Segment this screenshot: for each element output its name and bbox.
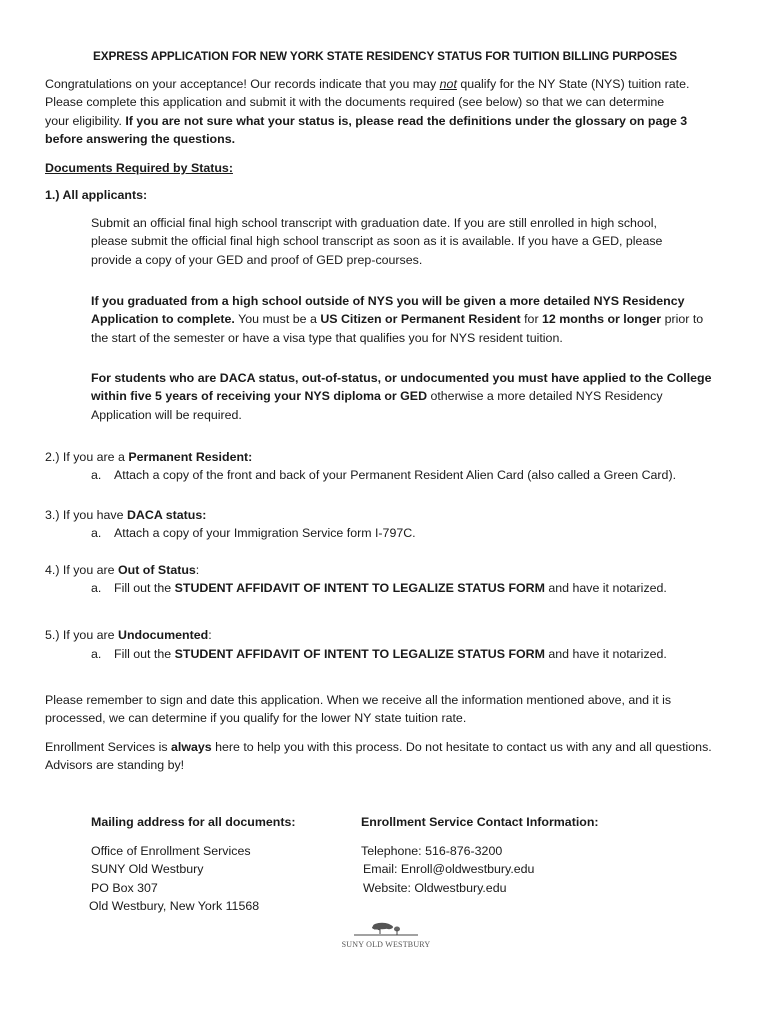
section-1-heading: 1.) All applicants:	[45, 188, 148, 202]
section-3-heading: 3.) If you have DACA status:	[45, 508, 207, 522]
section-1-daca-paragraph: For students who are DACA status, out-of-status, or undocumented you must have applied to the College within five 5 years of receiving your NYS diploma or GED otherwise a more detailed NYS Residency Application will be required.	[91, 371, 712, 422]
intro-line-3: your eligibility. If you are not sure what your status is, please read the definitions under the glossary on page 3	[45, 113, 688, 128]
website-link[interactable]: Website: Oldwestbury.edu	[363, 880, 507, 895]
section-4-item-a: a. Fill out the STUDENT AFFIDAVIT OF INTENT TO LEGALIZE STATUS FORM and have it notarized.	[91, 581, 667, 595]
intro-line-4: before answering the questions.	[45, 132, 236, 147]
not-emphasis: not	[439, 77, 457, 91]
section-1-outside-nys-paragraph: If you graduated from a high school outside of NYS you will be given a more detailed NYS Residency Application to complete. You must be a US Citizen or Permanent Resident for 12 months or longer prior to the start of the semester or have a visa type that qualifies you for NYS resident tuition.	[91, 294, 704, 345]
contact-info-heading: Enrollment Service Contact Information:	[361, 815, 599, 829]
logo-wordmark: SUNY OLD WESTBURY	[341, 940, 431, 949]
email-link[interactable]: Email: Enroll@oldwestbury.edu	[363, 862, 535, 877]
intro-line-2: Please complete this application and submit it with the documents required (see below) so that we can determine	[45, 95, 665, 110]
section-5-item-a: a. Fill out the STUDENT AFFIDAVIT OF INTENT TO LEGALIZE STATUS FORM and have it notarized.	[91, 647, 667, 661]
section-2-heading: 2.) If you are a Permanent Resident:	[45, 450, 253, 464]
telephone: Telephone: 516-876-3200	[361, 844, 503, 858]
mailing-address-block: Office of Enrollment Services SUNY Old Westbury PO Box 307 Old Westbury, New York 11568	[89, 844, 260, 914]
remember-paragraph: Please remember to sign and date this application. When we receive all the information mentioned above, and it is processed, we can determine if you qualify for the lower NY state tuition rate.	[45, 693, 672, 726]
section-4-heading: 4.) If you are Out of Status:	[45, 563, 200, 577]
enrollment-paragraph: Enrollment Services is always here to help you with this process. Do not hesitate to contact us with any and all questions. Advisors are standing by!	[45, 740, 712, 773]
contact-info-block	[361, 842, 681, 897]
intro-paragraph	[45, 75, 735, 149]
section-5-heading: 5.) If you are Undocumented:	[45, 628, 212, 642]
documents-heading: Documents Required by Status:	[45, 161, 233, 175]
section-1-transcript-paragraph: Submit an official final high school transcript with graduation date. If you are still enrolled in high school, please submit the official final high school transcript as soon as it is available. If you have a GED, please provide a copy of your GED and proof of GED prep-courses.	[91, 216, 663, 267]
section-3-item-a: a. Attach a copy of your Immigration Service form I-797C.	[91, 526, 416, 540]
intro-line-1: Congratulations on your acceptance! Our records indicate that you may not qualify for the NY State (NYS) tuition rate.	[45, 77, 690, 91]
section-2-item-a: a. Attach a copy of the front and back of your Permanent Resident Alien Card (also called a Green Card).	[91, 468, 677, 482]
mailing-address-heading: Mailing address for all documents:	[91, 815, 296, 829]
document-title: EXPRESS APPLICATION FOR NEW YORK STATE RESIDENCY STATUS FOR TUITION BILLING PURPOSES	[92, 49, 678, 63]
suny-old-westbury-logo	[336, 920, 436, 948]
